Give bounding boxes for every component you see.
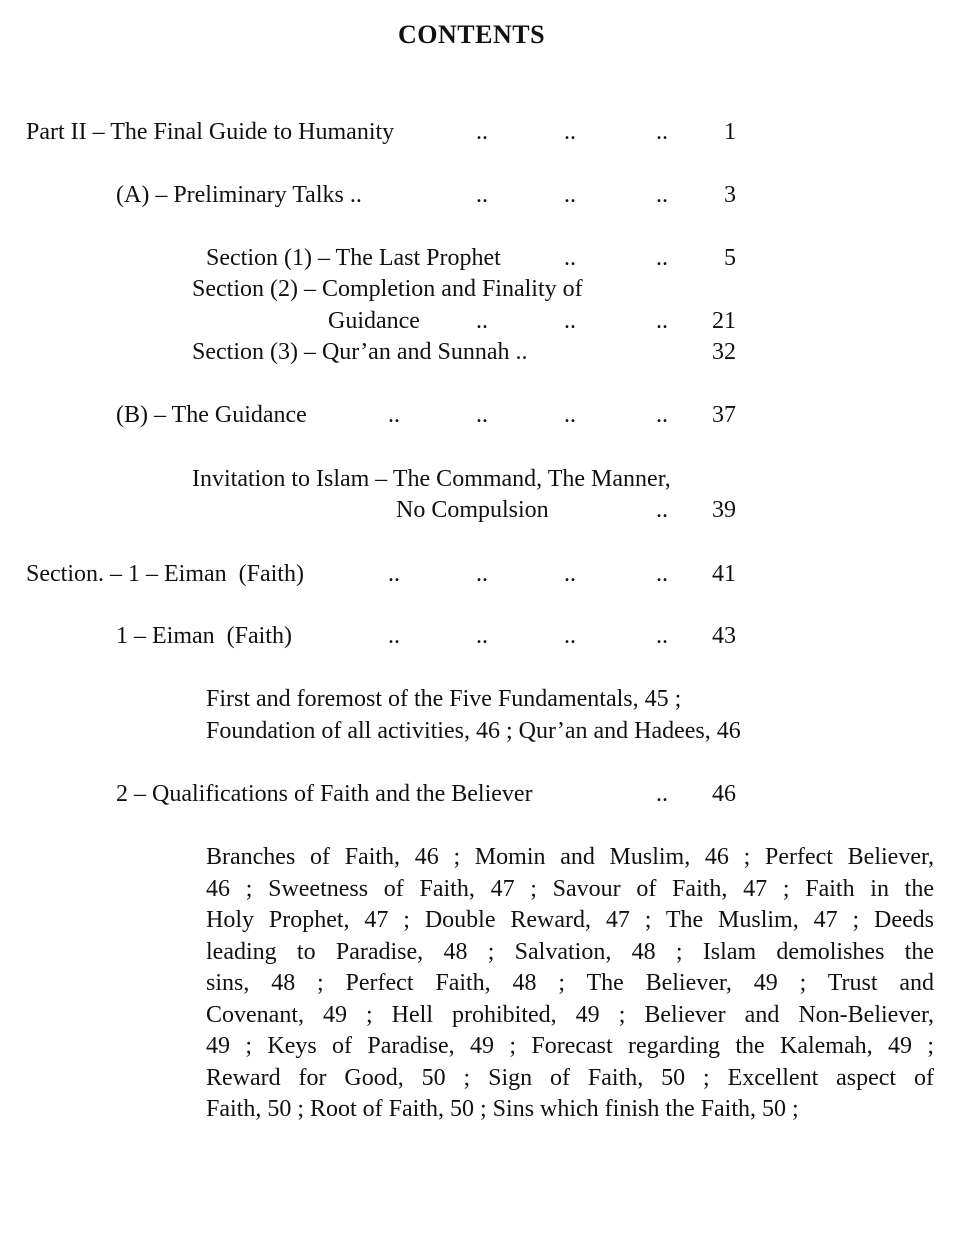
- toc-leader-dots: ..: [476, 402, 488, 428]
- toc-leader-dots: ..: [564, 119, 576, 145]
- paragraph-line: 46 ; Sweetness of Faith, 47 ; Savour of Faith, 47 ; Faith in the: [206, 875, 934, 902]
- toc-page-number: 43: [712, 623, 736, 649]
- toc-page-number: 46: [712, 781, 736, 807]
- toc-leader-dots: ..: [656, 402, 668, 428]
- toc-entry-label: Section. – 1 – Eiman (Faith): [26, 561, 304, 587]
- toc-page-number: 1: [724, 119, 736, 145]
- paragraph-line: sins, 48 ; Perfect Faith, 48 ; The Believer, 49 ; Trust and: [206, 970, 934, 996]
- toc-leader-dots: ..: [476, 119, 488, 145]
- paragraph-line: Reward for Good, 50 ; Sign of Faith, 50 ; Excellent aspect of: [206, 1064, 934, 1091]
- toc-leader-dots: ..: [388, 561, 400, 587]
- toc-leader-dots: ..: [656, 182, 668, 208]
- toc-entry-label: Section (1) – The Last Prophet: [206, 245, 501, 271]
- toc-page-number: 39: [712, 497, 736, 523]
- toc-leader-dots: ..: [476, 623, 488, 649]
- toc-page-number: 37: [712, 402, 736, 428]
- toc-leader-dots: ..: [476, 182, 488, 208]
- toc-leader-dots: ..: [476, 308, 488, 334]
- toc-leader-dots: ..: [564, 245, 576, 271]
- toc-entry-label-continued: Guidance: [328, 308, 420, 334]
- toc-leader-dots: ..: [564, 561, 576, 587]
- paragraph-line: First and foremost of the Five Fundamentals, 45 ;: [206, 686, 682, 712]
- toc-leader-dots: ..: [388, 623, 400, 649]
- toc-entry-label: (B) – The Guidance: [116, 402, 307, 428]
- toc-leader-dots: ..: [656, 497, 668, 523]
- toc-page-number: 5: [724, 245, 736, 271]
- subtopics-paragraph: [206, 842, 934, 1126]
- toc-leader-dots: ..: [656, 119, 668, 145]
- toc-leader-dots: ..: [388, 402, 400, 428]
- paragraph-line: Foundation of all activities, 46 ; Qur’an and Hadees, 46: [206, 717, 741, 744]
- paragraph-line: Covenant, 49 ; Hell prohibited, 49 ; Believer and Non-Believer,: [206, 1001, 934, 1028]
- toc-leader-dots: ..: [564, 623, 576, 649]
- toc-page-number: 32: [712, 339, 736, 365]
- subtopics-paragraph: [206, 684, 934, 747]
- toc-leader-dots: ..: [656, 623, 668, 649]
- toc-leader-dots: ..: [656, 308, 668, 334]
- toc-entry-label: 1 – Eiman (Faith): [116, 623, 292, 649]
- toc-entry-label: Invitation to Islam – The Command, The Manner,: [192, 466, 671, 492]
- paragraph-line: Holy Prophet, 47 ; Double Reward, 47 ; The Muslim, 47 ; Deeds: [206, 907, 934, 933]
- toc-leader-dots: ..: [564, 308, 576, 334]
- paragraph-line: leading to Paradise, 48 ; Salvation, 48 ; Islam demolishes the: [206, 938, 934, 965]
- toc-leader-dots: ..: [656, 781, 668, 807]
- toc-entry-label: 2 – Qualifications of Faith and the Believer: [116, 781, 533, 807]
- toc-entry-label: (A) – Preliminary Talks ..: [116, 182, 362, 208]
- toc-leader-dots: ..: [656, 245, 668, 271]
- toc-entry-label: Section (2) – Completion and Finality of: [192, 276, 583, 302]
- toc-page-number: 21: [712, 308, 736, 334]
- paragraph-line: Faith, 50 ; Root of Faith, 50 ; Sins which finish the Faith, 50 ;: [206, 1096, 799, 1122]
- toc-entry-label-continued: No Compulsion: [396, 497, 549, 523]
- toc-leader-dots: ..: [656, 561, 668, 587]
- toc-leader-dots: ..: [564, 402, 576, 428]
- toc-page-number: 3: [724, 182, 736, 208]
- toc-leader-dots: ..: [564, 182, 576, 208]
- paragraph-line: 49 ; Keys of Paradise, 49 ; Forecast regarding the Kalemah, 49 ;: [206, 1033, 934, 1059]
- toc-entry-label: Part II – The Final Guide to Humanity: [26, 119, 395, 145]
- toc-leader-dots: ..: [476, 561, 488, 587]
- toc-page-number: 41: [712, 561, 736, 587]
- toc-entry-label: Section (3) – Qur’an and Sunnah ..: [192, 339, 528, 365]
- paragraph-line: Branches of Faith, 46 ; Momin and Muslim, 46 ; Perfect Believer,: [206, 844, 934, 870]
- page-title: CONTENTS: [398, 20, 546, 49]
